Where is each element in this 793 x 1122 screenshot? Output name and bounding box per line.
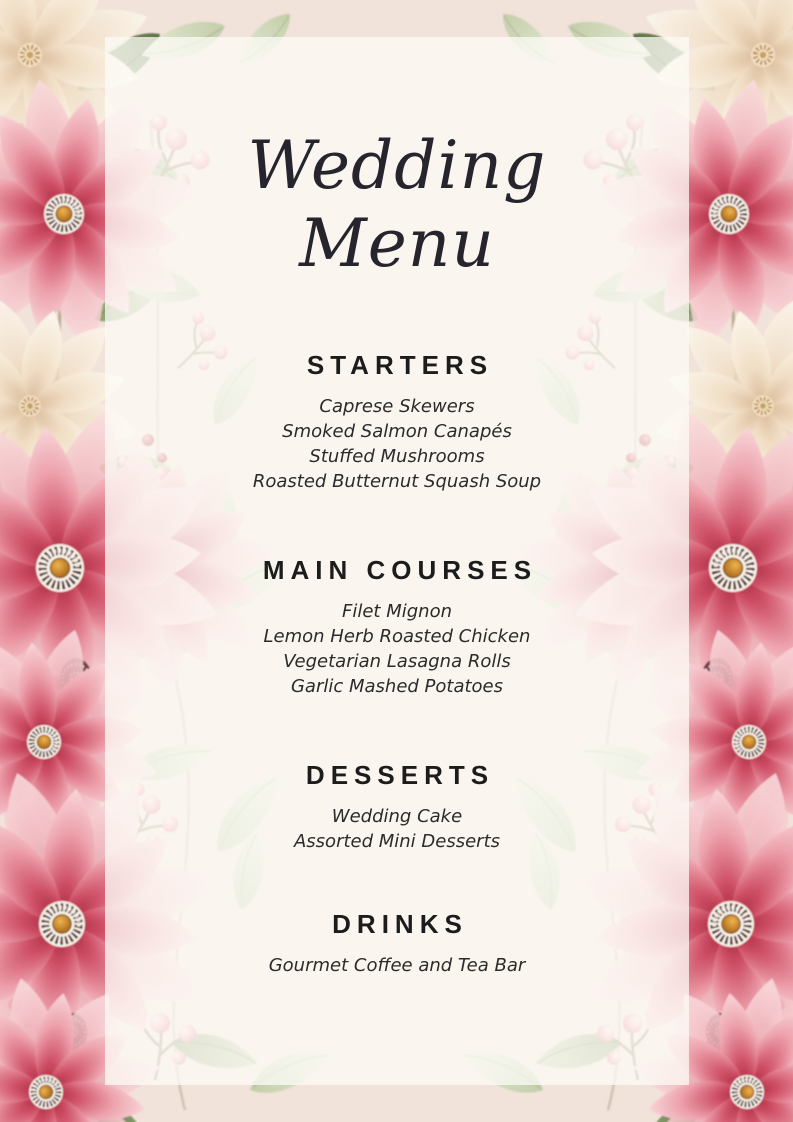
menu-item: Vegetarian Lasagna Rolls (283, 651, 511, 672)
menu-item: Lemon Herb Roasted Chicken (263, 626, 531, 647)
menu-item: Stuffed Mushrooms (309, 446, 485, 467)
section-main-courses (105, 553, 689, 699)
section-starters (105, 348, 689, 494)
menu-item: Garlic Mashed Potatoes (290, 676, 504, 697)
menu-title-line2: Menu (299, 205, 495, 282)
main-courses-items (105, 599, 689, 699)
section-desserts (105, 758, 689, 854)
section-heading-desserts: DESSERTS (305, 760, 495, 790)
menu-content (105, 37, 689, 1085)
menu-item: Roasted Butternut Squash Soup (252, 471, 542, 492)
section-drinks (105, 907, 689, 978)
desserts-items (105, 804, 689, 854)
menu-item: Wedding Cake (331, 806, 463, 827)
menu-item: Gourmet Coffee and Tea Bar (268, 955, 526, 976)
section-heading-main-courses: MAIN COURSES (262, 555, 538, 585)
menu-item: Assorted Mini Desserts (293, 831, 501, 852)
menu-item: Filet Mignon (342, 601, 452, 622)
section-heading-starters: STARTERS (306, 350, 494, 380)
menu-title (105, 37, 689, 283)
menu-item: Smoked Salmon Canapés (282, 421, 512, 442)
menu-title-line1: Wedding (247, 127, 547, 204)
menu-item: Caprese Skewers (319, 396, 475, 417)
starters-items (105, 394, 689, 494)
drinks-items (105, 953, 689, 978)
section-heading-drinks: DRINKS (332, 909, 468, 939)
